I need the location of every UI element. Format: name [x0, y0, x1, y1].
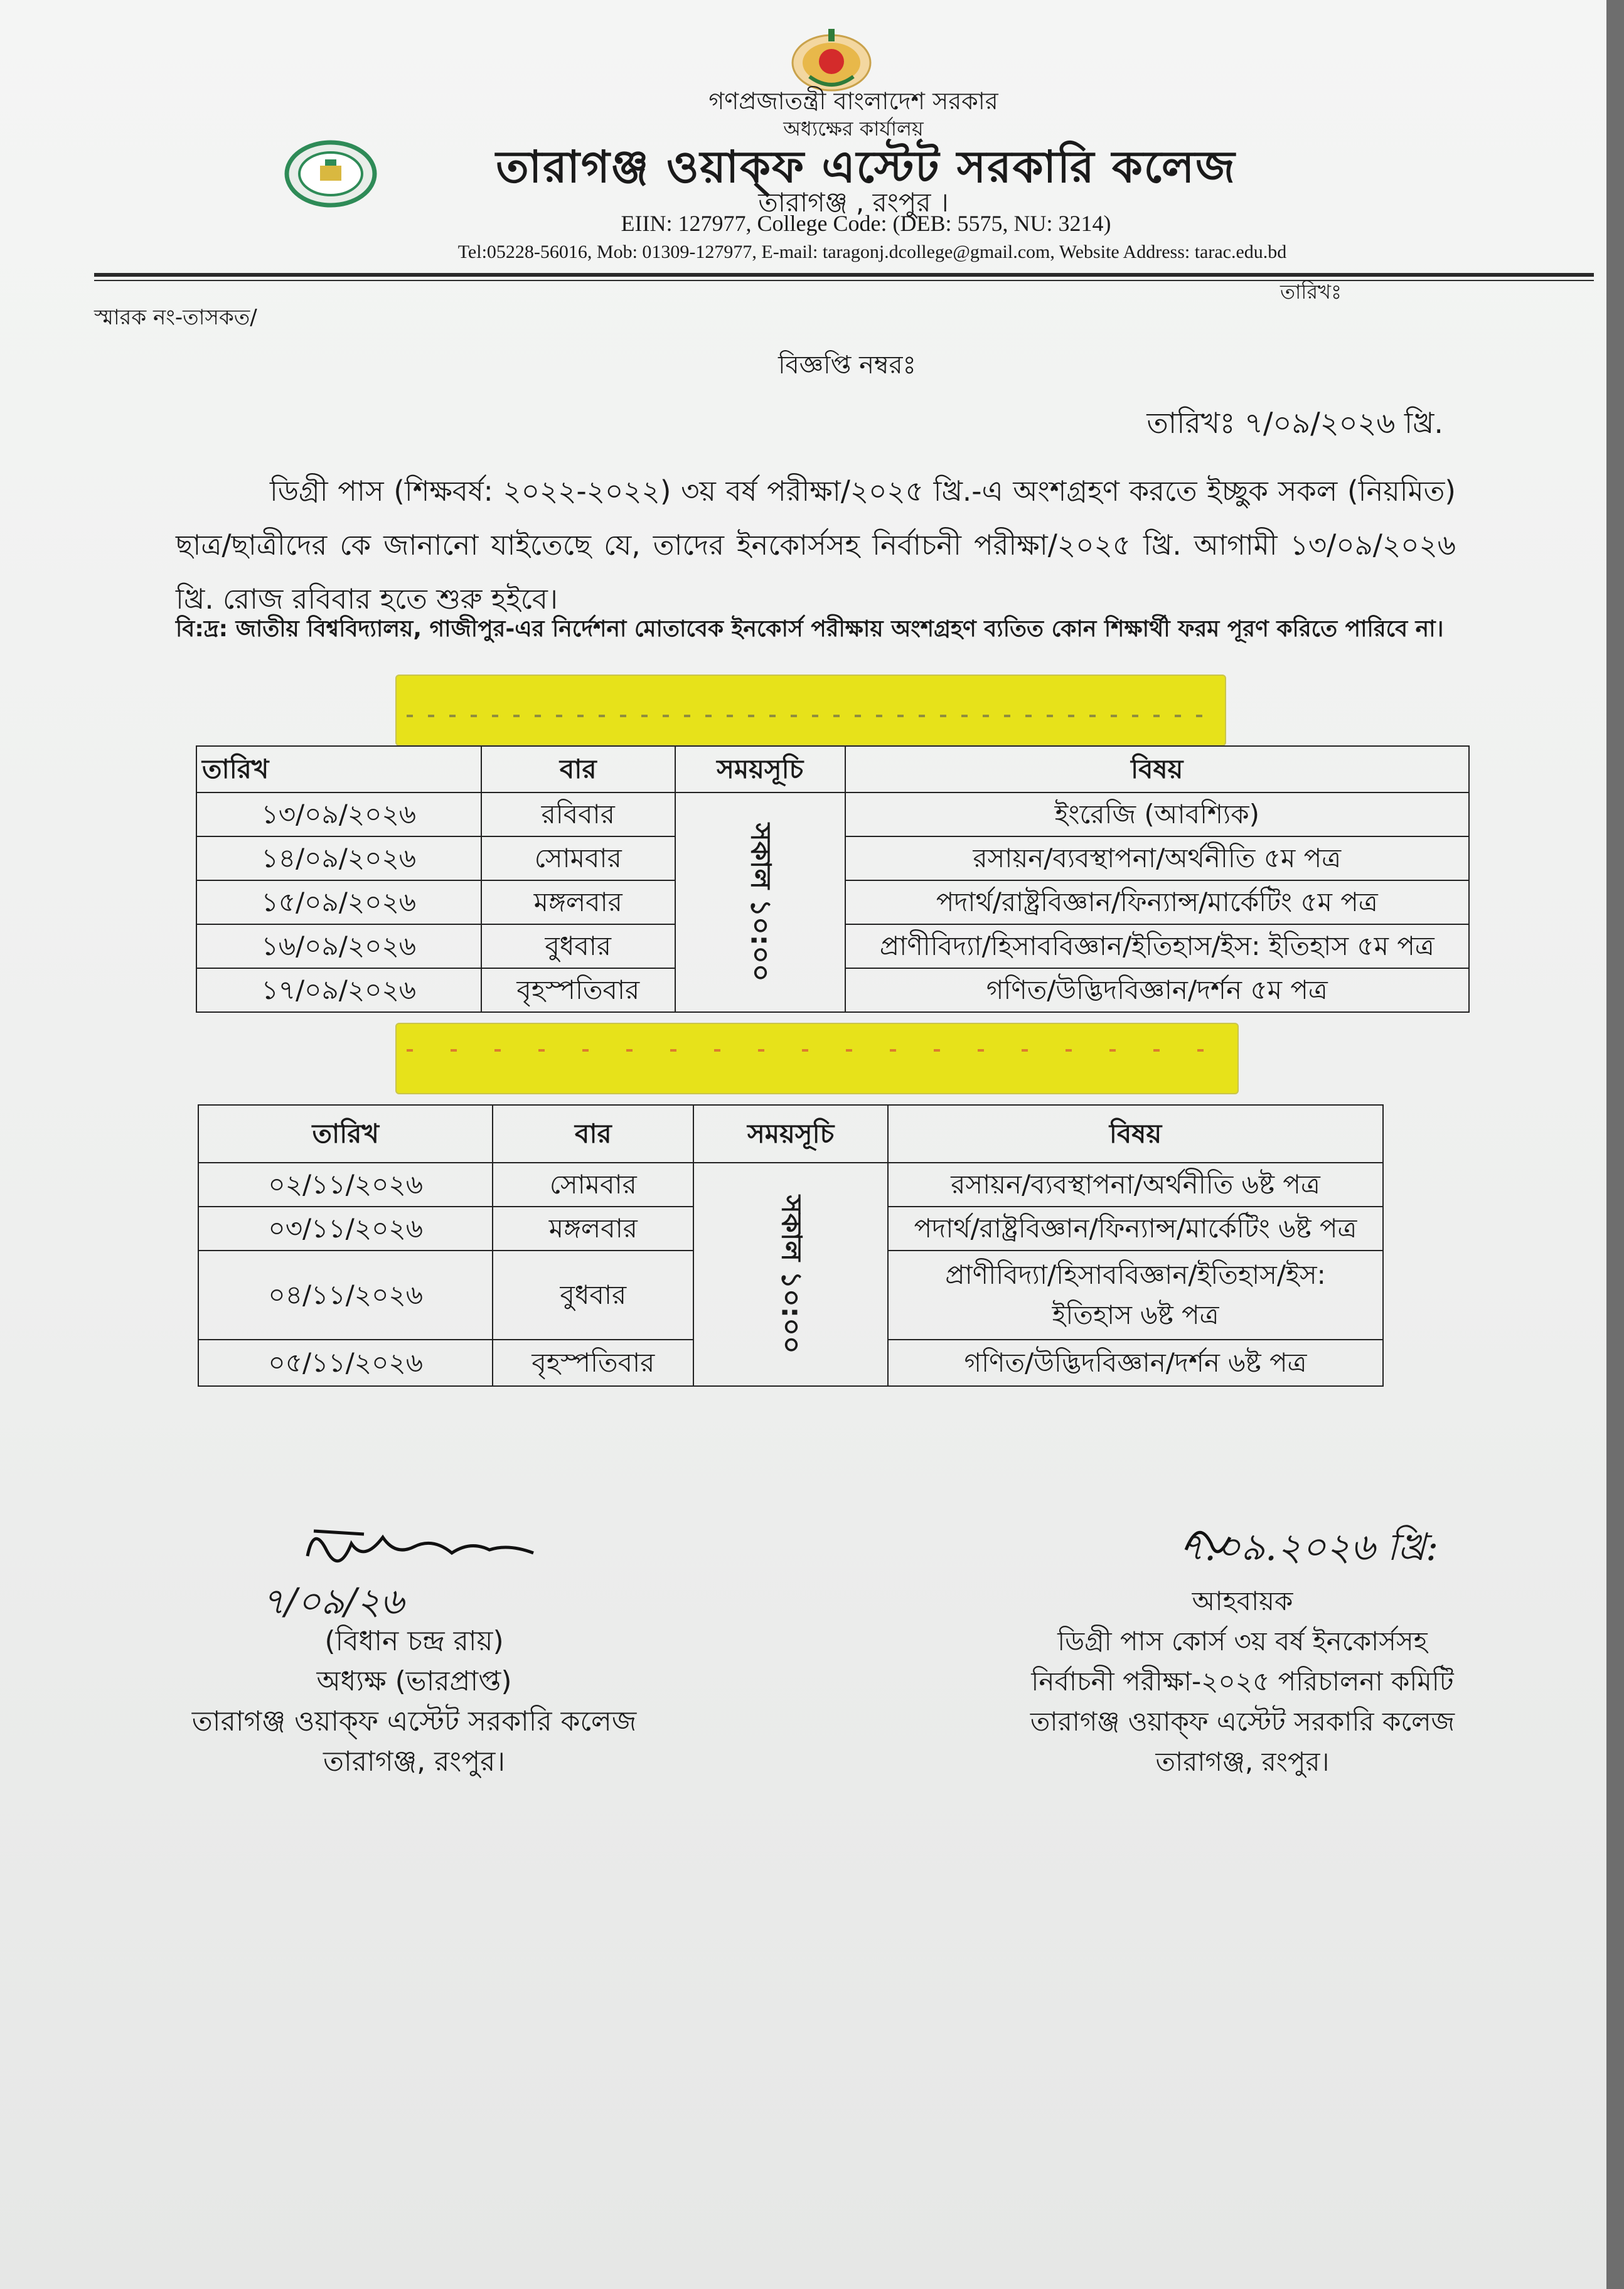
header-date: তারিখ	[198, 1105, 493, 1163]
exam-day: মঙ্গলবার	[481, 880, 675, 924]
exam-time-cell	[693, 1163, 888, 1386]
exam-day: বুধবার	[493, 1251, 693, 1340]
table-header-row	[196, 746, 1469, 792]
exam-day: রবিবার	[481, 792, 675, 836]
memo-number: স্মারক নং-তাসকত/	[94, 305, 257, 330]
exam-date: ১৫/০৯/২০২৬	[196, 880, 481, 924]
exam-subject: গণিত/উদ্ভিদবিজ্ঞান/দর্শন ৬ষ্ট পত্র	[888, 1340, 1383, 1386]
date-label-top: তারিখঃ	[1280, 280, 1342, 304]
principal-hand-date: ৭/০৯/২৬	[261, 1580, 404, 1623]
notice-note: বি:দ্র: জাতীয় বিশ্ববিদ্যালয়, গাজীপুর-এর নির্দেশনা মোতাবেক ইনকোর্স পরীক্ষায় অংশগ্রহণ ব্যতিত কোন শিক্ষার্থী ফরম পূরণ করিতে পারিবে না।	[176, 616, 1444, 642]
exam-date: ১৩/০৯/২০২৬	[196, 792, 481, 836]
convener-title: আহবায়ক	[1192, 1586, 1293, 1616]
exam-day: মঙ্গলবার	[493, 1207, 693, 1251]
notice-body: ডিগ্রী পাস (শিক্ষবর্ষ: ২০২২-২০২২) ৩য় বর্ষ পরীক্ষা/২০২৫ খ্রি.-এ অংশগ্রহণ করতে ইচ্ছুক সকল (নিয়মিত) ছাত্র/ছাত্রীদের কে জানানো যাইতেছে যে, তাদের ইনকোর্সসহ নির্বাচনী পরীক্ষা/২০২৫ খ্রি. আগামী ১৩/০৯/২০২৬ খ্রি. রোজ রবিবার হতে শুরু হইবে।	[176, 474, 1456, 616]
table-row	[196, 792, 1469, 836]
exam-day: সোমবার	[481, 836, 675, 880]
exam-date: ০৫/১১/২০২৬	[198, 1340, 493, 1386]
convener-org: তারাগঞ্জ ওয়াক্‌ফ এস্টেট সরকারি কলেজ	[1030, 1706, 1455, 1737]
exam-subject: প্রাণীবিদ্যা/হিসাববিজ্ঞান/ইতিহাস/ইস: ইতিহাস ৫ম পত্র	[845, 924, 1469, 968]
exam-date: ১৬/০৯/২০২৬	[196, 924, 481, 968]
exam-date: ০২/১১/২০২৬	[198, 1163, 493, 1207]
signature-left-block	[157, 1525, 671, 1782]
exam-subject: ইংরেজি (আবশ্যিক)	[845, 792, 1469, 836]
notice-number: বিজ্ঞপ্তি নম্বরঃ	[778, 351, 916, 380]
table-row	[198, 1163, 1383, 1207]
college-logo-icon	[284, 139, 378, 208]
convener-place: তারাগঞ্জ, রংপুর।	[1155, 1746, 1330, 1777]
college-location: তারাগঞ্জ , রংপুর ।	[758, 187, 949, 218]
convener-hand-date: ৭.০৯.২০২৬ খ্রি:	[1180, 1525, 1439, 1569]
exam-subject: রসায়ন/ব্যবস্থাপনা/অর্থনীতি ৫ম পত্র	[845, 836, 1469, 880]
schedule-table-2	[198, 1104, 1384, 1387]
highlight-bar-1	[395, 675, 1226, 746]
contact-line: Tel:05228-56016, Mob: 01309-127977, E-mail: taragonj.dcollege@gmail.com, Website Address: tarac.edu.bd	[457, 242, 1287, 262]
principal-title: অধ্যক্ষ (ভারপ্রাপ্ত)	[316, 1665, 512, 1697]
notice-date: তারিখঃ ৭/০৯/২০২৬ খ্রি.	[1146, 406, 1443, 440]
header-subject: বিষয়	[888, 1105, 1383, 1163]
exam-subject: পদার্থ/রাষ্ট্রবিজ্ঞান/ফিন্যান্স/মার্কেটিং ৫ম পত্র	[845, 880, 1469, 924]
header-subject: বিষয়	[845, 746, 1469, 792]
header-divider	[94, 273, 1594, 277]
convener-line1: ডিগ্রী পাস কোর্স ৩য় বর্ষ ইনকোর্সসহ	[1057, 1626, 1428, 1657]
table-header-row	[198, 1105, 1383, 1163]
principal-place: তারাগঞ্জ, রংপুর।	[323, 1746, 506, 1778]
college-name: তারাগঞ্জ ওয়াক্‌ফ এস্টেট সরকারি কলেজ	[496, 141, 1236, 193]
header-time: সময়সূচি	[675, 746, 845, 792]
exam-subject: পদার্থ/রাষ্ট্রবিজ্ঞান/ফিন্যান্স/মার্কেটিং ৬ষ্ট পত্র	[888, 1207, 1383, 1251]
exam-time-cell	[675, 792, 845, 1012]
exam-day: বৃহস্পতিবার	[493, 1340, 693, 1386]
header-date: তারিখ	[196, 746, 481, 792]
signature-right-block	[929, 1581, 1556, 1782]
government-line: গণপ্রজাতন্ত্রী বাংলাদেশ সরকার	[708, 87, 998, 115]
exam-date: ১৪/০৯/২০২৬	[196, 836, 481, 880]
exam-time: সকাল ১০:০০	[775, 1195, 808, 1354]
exam-subject: গণিত/উদ্ভিদবিজ্ঞান/দর্শন ৫ম পত্র	[845, 968, 1469, 1012]
exam-date: ০৩/১১/২০২৬	[198, 1207, 493, 1251]
exam-subject: রসায়ন/ব্যবস্থাপনা/অর্থনীতি ৬ষ্ট পত্র	[888, 1163, 1383, 1207]
exam-day: বুধবার	[481, 924, 675, 968]
exam-day: সোমবার	[493, 1163, 693, 1207]
schedule-table-1	[196, 745, 1470, 1013]
header-time: সময়সূচি	[693, 1105, 888, 1163]
highlight-bar-2	[395, 1023, 1239, 1094]
exam-date: ০৪/১১/২০২৬	[198, 1251, 493, 1340]
principal-org: তারাগঞ্জ ওয়াক্‌ফ এস্টেট সরকারি কলেজ	[191, 1705, 637, 1737]
principal-name: (বিধান চন্দ্র রায়)	[324, 1625, 504, 1657]
header-day: বার	[493, 1105, 693, 1163]
header-day: বার	[481, 746, 675, 792]
header-divider-thin	[94, 280, 1594, 281]
exam-date: ১৭/০৯/২০২৬	[196, 968, 481, 1012]
exam-subject: প্রাণীবিদ্যা/হিসাববিজ্ঞান/ইতিহাস/ইস: ইতিহাস ৬ষ্ট পত্র	[888, 1251, 1383, 1340]
exam-day: বৃহস্পতিবার	[481, 968, 675, 1012]
office-line: অধ্যক্ষের কার্যালয়	[783, 117, 924, 141]
exam-time: সকাল ১০:০০	[744, 823, 777, 982]
convener-line2: নির্বাচনী পরীক্ষা-২০২৫ পরিচালনা কমিটি	[1031, 1666, 1454, 1697]
eiin-line: EIIN: 127977, College Code: (DEB: 5575, NU: 3214)	[621, 211, 1111, 236]
